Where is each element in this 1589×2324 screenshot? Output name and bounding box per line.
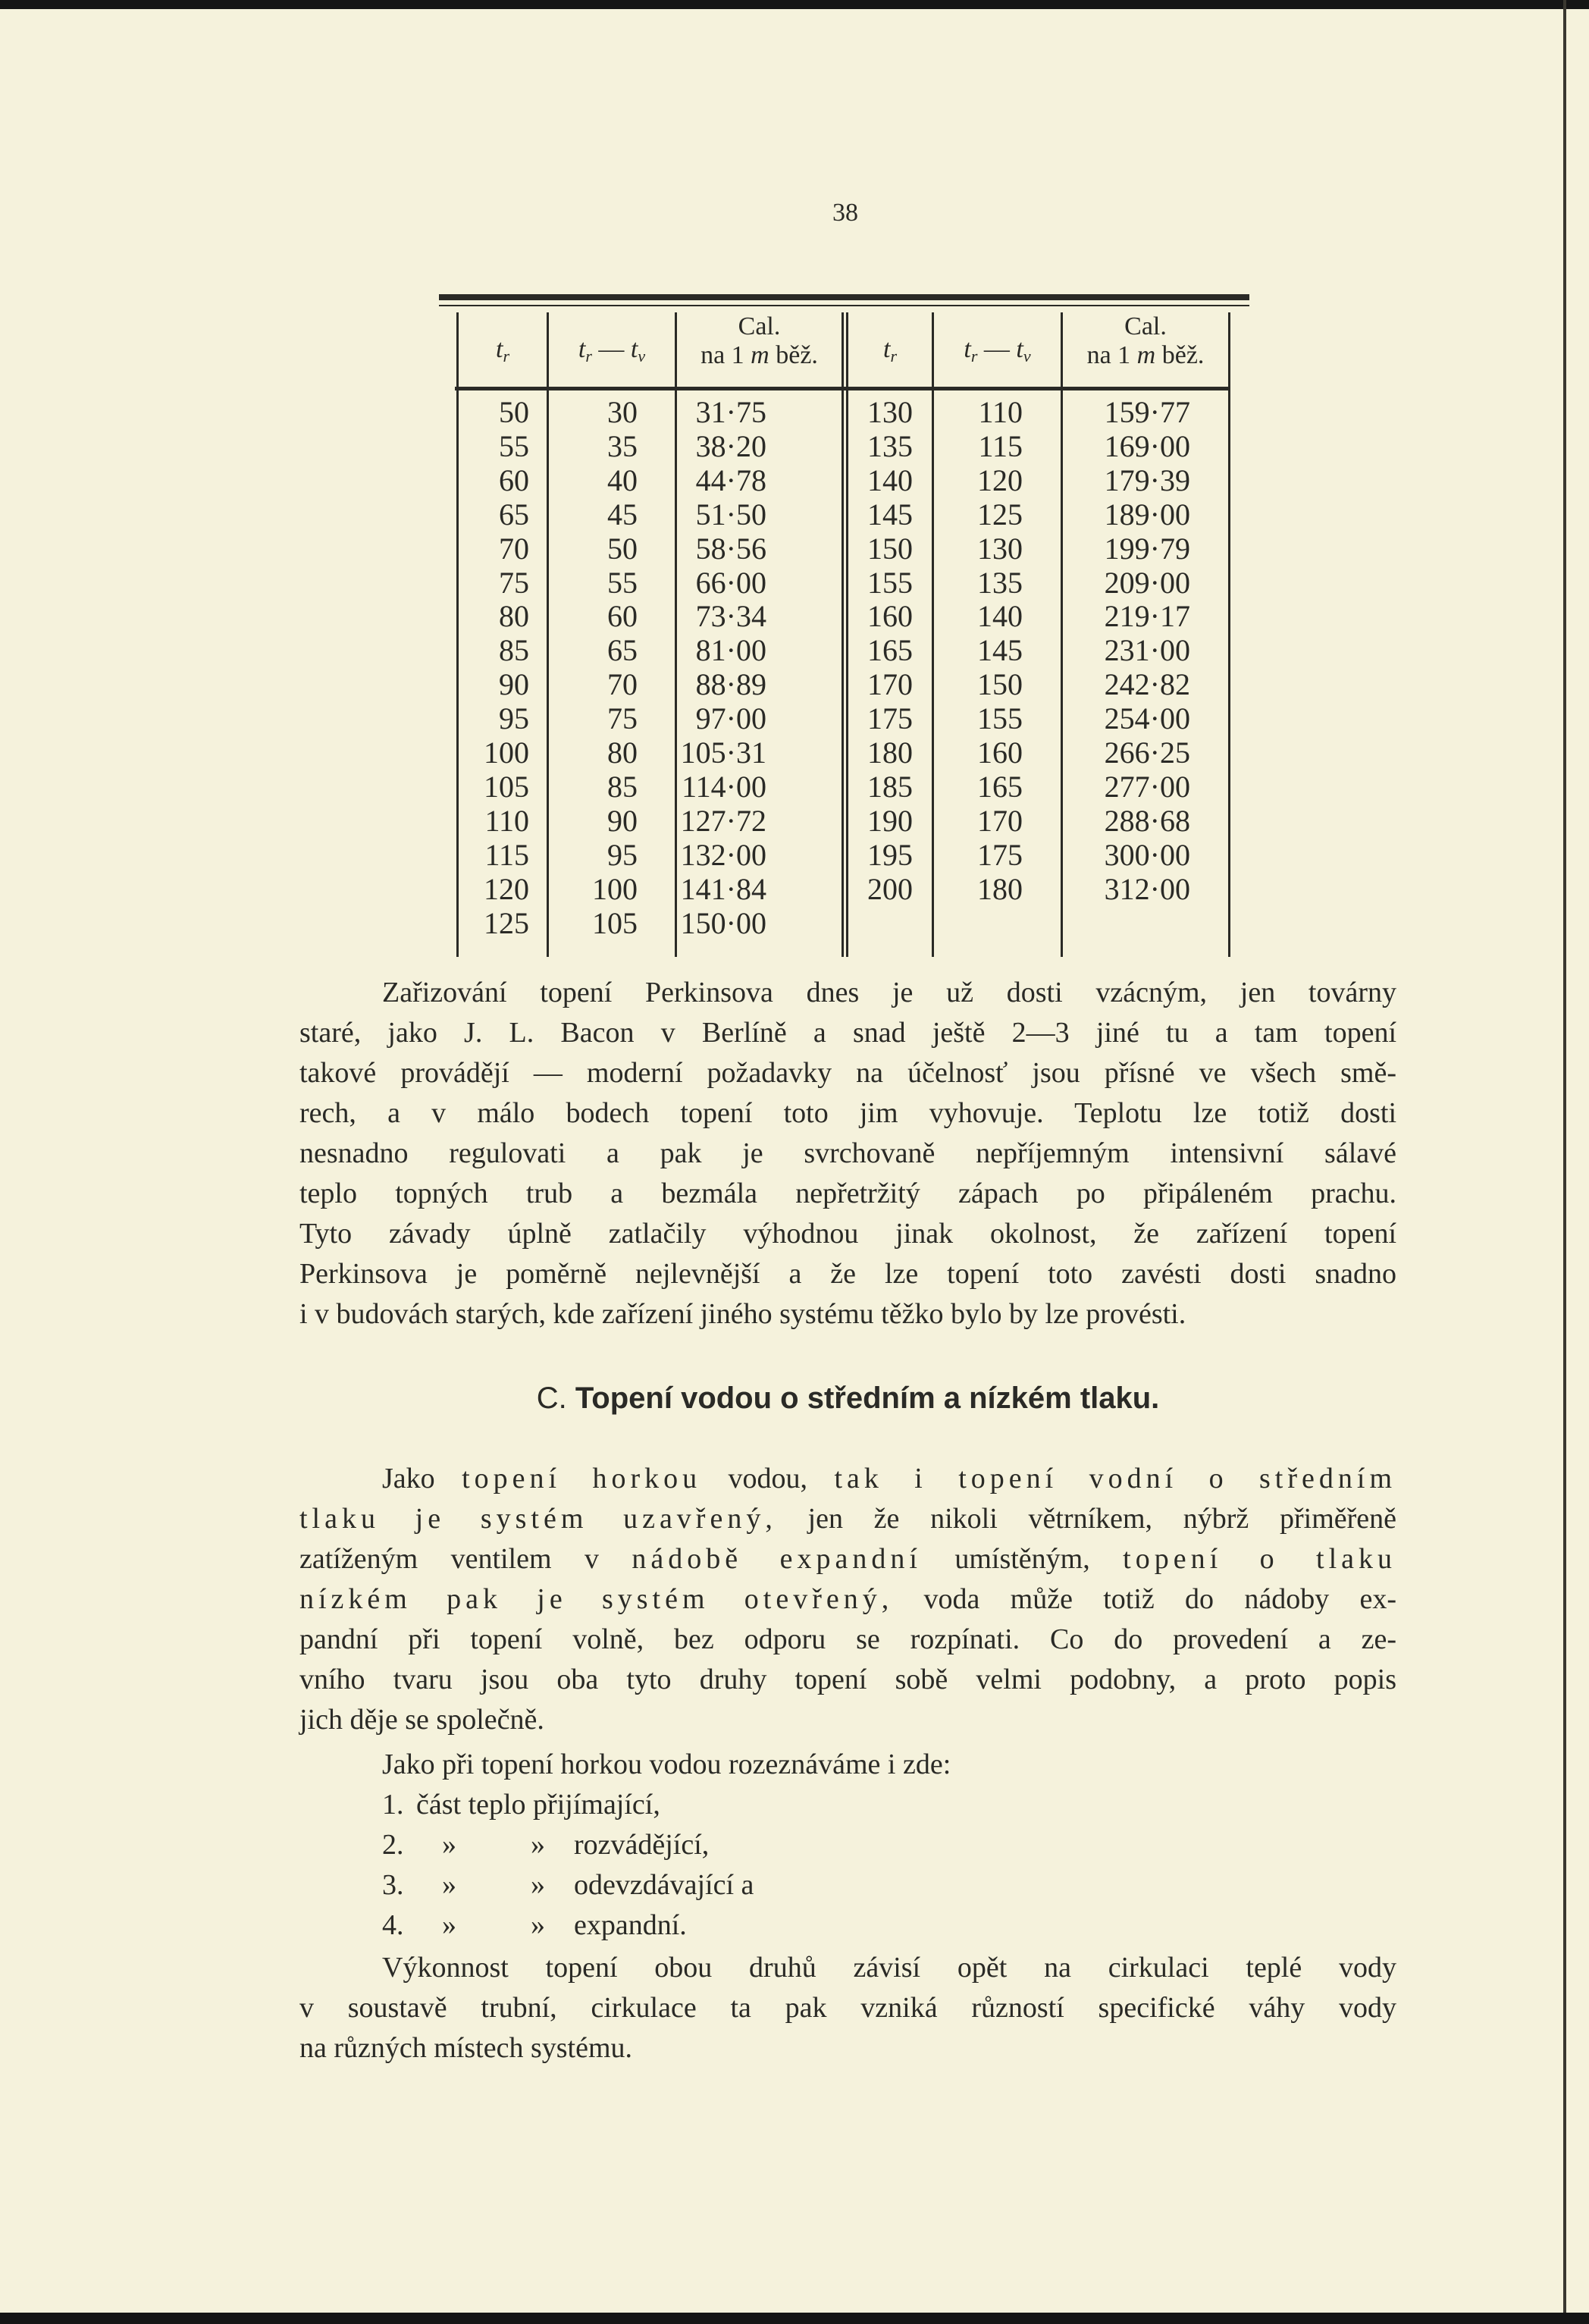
header-tr: $t_r$ xyxy=(882,335,897,365)
list-text: odevzdávající a xyxy=(574,1869,754,1901)
cell-tr-minus-tv: 170 xyxy=(977,803,1023,838)
list-text: část teplo přijímající, xyxy=(416,1789,660,1821)
text-line xyxy=(382,973,1396,1013)
text-segment: staré, jako J. L. Bacon v Berlíně a snad ještě 2—3 jiné tu a tam topení xyxy=(299,1017,1396,1049)
cell-cal: 58·56 xyxy=(695,531,766,566)
cell-tr: 100 xyxy=(484,735,529,770)
list-item xyxy=(382,1785,1292,1825)
text-line xyxy=(299,1700,1396,1740)
text-line xyxy=(382,1459,1396,1499)
list-number: 3. xyxy=(382,1869,404,1901)
cell-tr-minus-tv: 110 xyxy=(978,395,1023,429)
text-segment: Tyto závady úplně zatlačily výhodnou jinak okolnost, že zařízení topení xyxy=(299,1218,1396,1250)
scan-binding-edge xyxy=(1563,0,1566,2313)
cell-tr-minus-tv: 80 xyxy=(607,735,638,770)
text-line xyxy=(299,1053,1396,1093)
cell-tr: 115 xyxy=(484,837,529,872)
cell-tr: 65 xyxy=(499,497,529,532)
section-heading xyxy=(299,1382,1396,1416)
cell-cal: 219·17 xyxy=(1104,599,1190,634)
text-line xyxy=(299,1214,1396,1254)
cell-cal: 114·00 xyxy=(682,769,766,804)
cell-cal: 141·84 xyxy=(680,871,766,906)
scan-border-top xyxy=(0,0,1589,9)
cell-tr: 190 xyxy=(867,803,913,838)
cell-cal: 288·68 xyxy=(1104,803,1190,838)
list-number: 1. xyxy=(382,1789,404,1821)
cell-tr: 80 xyxy=(499,599,529,634)
text-segment: nesnadno regulovati a pak je svrchovaně nepříjemným intensivní sálavé xyxy=(299,1137,1396,1169)
cell-cal: 38·20 xyxy=(695,428,766,463)
cell-cal: 81·00 xyxy=(695,633,766,668)
cell-cal: 73·34 xyxy=(695,599,766,634)
cell-tr-minus-tv: 30 xyxy=(607,395,638,429)
cell-tr-minus-tv: 140 xyxy=(977,599,1023,634)
cell-tr: 130 xyxy=(867,395,913,429)
text-segment: vodou, xyxy=(701,1463,835,1494)
header-cal: Cal. na 1 m běž. xyxy=(1086,312,1205,369)
list-number: 2. xyxy=(382,1829,404,1861)
cell-tr: 70 xyxy=(499,531,529,566)
cell-tr-minus-tv: 95 xyxy=(607,837,638,872)
ditto-mark: » xyxy=(531,1909,545,1941)
ditto-mark: » xyxy=(442,1829,456,1861)
text-segment: rech, a v málo bodech topení toto jim vyhovuje. Teplotu lze totiž dosti xyxy=(299,1097,1396,1129)
cell-tr-minus-tv: 160 xyxy=(977,735,1023,770)
cell-cal: 266·25 xyxy=(1104,735,1190,770)
spaced-emphasis: nádobě expandní xyxy=(632,1543,922,1575)
cell-tr-minus-tv: 90 xyxy=(607,803,638,838)
text-segment: Zařizování topení Perkinsova dnes je už dosti vzácným, jen továrny xyxy=(382,977,1396,1008)
cell-cal: 66·00 xyxy=(695,565,766,600)
cell-tr: 105 xyxy=(484,769,529,804)
text-line xyxy=(299,1174,1396,1214)
cell-tr-minus-tv: 180 xyxy=(977,871,1023,906)
cell-cal: 209·00 xyxy=(1104,565,1190,600)
cell-tr-minus-tv: 115 xyxy=(978,428,1023,463)
scan-border-bottom xyxy=(0,2313,1589,2324)
text-line xyxy=(299,1294,1396,1334)
cell-cal: 199·79 xyxy=(1104,531,1190,566)
text-segment: Výkonnost topení obou druhů závisí opět na cirkulaci teplé vody xyxy=(382,1952,1396,1984)
text-segment: zatíženým ventilem v xyxy=(299,1543,632,1575)
cell-cal: 189·00 xyxy=(1104,497,1190,532)
cell-cal: 231·00 xyxy=(1104,633,1190,668)
header-tr-minus-tv: $t_r$ — $t_v$ xyxy=(964,335,1031,365)
text-segment: umístěným, xyxy=(921,1543,1124,1575)
text-segment: jich děje se společně. xyxy=(299,1704,544,1736)
table-top-rule xyxy=(439,294,1249,300)
cell-cal: 254·00 xyxy=(1104,701,1190,736)
list-text: rozvádějící, xyxy=(574,1829,710,1861)
text-segment: teplo topných trub a bezmála nepřetržitý zápach po připáleném prachu. xyxy=(299,1178,1396,1209)
cell-tr-minus-tv: 120 xyxy=(977,463,1023,497)
cell-tr: 200 xyxy=(867,871,913,906)
text-segment: i v budovách starých, kde zařízení jiného systému těžko bylo by lze provésti. xyxy=(299,1298,1186,1330)
cell-tr: 170 xyxy=(867,667,913,702)
header-tr: $t_r$ xyxy=(495,335,509,365)
text-segment: takové provádějí — moderní požadavky na účelnosť jsou přísné ve všech smě- xyxy=(299,1057,1396,1089)
header-cal: Cal. na 1 m běž. xyxy=(700,312,818,369)
cell-cal: 159·77 xyxy=(1104,395,1190,429)
cell-cal: 150·00 xyxy=(680,905,766,940)
cell-tr: 145 xyxy=(867,497,913,532)
cell-tr-minus-tv: 155 xyxy=(977,701,1023,736)
text-segment: Perkinsova je poměrně nejlevnější a že lze topení toto zavésti dosti snadno xyxy=(299,1258,1396,1290)
cell-tr: 180 xyxy=(867,735,913,770)
text-line xyxy=(299,1660,1396,1700)
list-number: 4. xyxy=(382,1909,404,1941)
header-tr-minus-tv: $t_r$ — $t_v$ xyxy=(578,335,646,365)
cell-tr: 155 xyxy=(867,565,913,600)
spaced-emphasis: tak i topení vodní o středním xyxy=(834,1463,1397,1494)
spaced-emphasis: topení o tlaku xyxy=(1123,1543,1396,1575)
cell-cal: 31·75 xyxy=(695,395,766,429)
cell-tr: 165 xyxy=(867,633,913,668)
cell-tr: 95 xyxy=(499,701,529,736)
cell-cal: 277·00 xyxy=(1104,769,1190,804)
cell-tr: 135 xyxy=(867,428,913,463)
cell-tr-minus-tv: 175 xyxy=(977,837,1023,872)
cell-cal: 169·00 xyxy=(1104,428,1190,463)
text-line xyxy=(299,1013,1396,1053)
cell-tr: 175 xyxy=(867,701,913,736)
ditto-mark: » xyxy=(531,1869,545,1901)
cell-tr: 110 xyxy=(484,803,529,838)
cell-tr-minus-tv: 75 xyxy=(607,701,638,736)
ditto-mark: » xyxy=(442,1869,456,1901)
text-segment: na různých místech systému. xyxy=(299,2032,633,2064)
cell-tr-minus-tv: 105 xyxy=(592,905,638,940)
text-segment: vního tvaru jsou oba tyto druhy topení sobě velmi podobny, a proto popis xyxy=(299,1664,1396,1695)
list-item xyxy=(382,1905,1292,1946)
text-line xyxy=(299,2028,1396,2068)
text-segment: jen že nikoli větrníkem, nýbrž přiměřeně xyxy=(776,1503,1397,1535)
ditto-mark: » xyxy=(531,1829,545,1861)
cell-tr-minus-tv: 165 xyxy=(977,769,1023,804)
list-item xyxy=(382,1825,1292,1865)
text-segment: voda může totiž do nádoby ex- xyxy=(893,1583,1396,1615)
text-line xyxy=(299,1134,1396,1174)
table-top-thin-rule xyxy=(439,305,1249,306)
cell-tr: 195 xyxy=(867,837,913,872)
cell-tr-minus-tv: 65 xyxy=(607,633,638,668)
cell-tr: 125 xyxy=(484,905,529,940)
cell-tr-minus-tv: 135 xyxy=(977,565,1023,600)
cell-cal: 242·82 xyxy=(1104,667,1190,702)
cell-tr-minus-tv: 55 xyxy=(607,565,638,600)
cell-tr: 50 xyxy=(499,395,529,429)
cell-cal: 97·00 xyxy=(695,701,766,736)
cell-cal: 127·72 xyxy=(680,803,766,838)
cell-tr-minus-tv: 125 xyxy=(977,497,1023,532)
text-line xyxy=(299,1254,1396,1294)
cell-tr: 60 xyxy=(499,463,529,497)
cell-tr: 150 xyxy=(867,531,913,566)
section-title: Topení vodou o středním a nízkém tlaku. xyxy=(575,1382,1160,1415)
cell-tr: 120 xyxy=(484,871,529,906)
cell-tr: 160 xyxy=(867,599,913,634)
cell-tr-minus-tv: 60 xyxy=(607,599,638,634)
cell-cal: 44·78 xyxy=(695,463,766,497)
text-line xyxy=(299,1093,1396,1134)
cell-tr-minus-tv: 150 xyxy=(977,667,1023,702)
cell-tr: 75 xyxy=(499,565,529,600)
cell-tr-minus-tv: 145 xyxy=(977,633,1023,668)
cell-tr-minus-tv: 100 xyxy=(592,871,638,906)
cell-cal: 88·89 xyxy=(695,667,766,702)
cell-tr: 55 xyxy=(499,428,529,463)
text-line xyxy=(299,1620,1396,1660)
text-line xyxy=(299,1499,1396,1539)
cell-tr-minus-tv: 35 xyxy=(607,428,638,463)
cell-tr-minus-tv: 130 xyxy=(977,531,1023,566)
cell-cal: 105·31 xyxy=(680,735,766,770)
cell-cal: 132·00 xyxy=(680,837,766,872)
text-line xyxy=(299,1579,1396,1620)
page-number: 38 xyxy=(832,199,858,227)
spaced-emphasis: tlaku je systém uzavřený, xyxy=(299,1503,777,1535)
cell-tr: 185 xyxy=(867,769,913,804)
cell-tr-minus-tv: 45 xyxy=(607,497,638,532)
cell-tr-minus-tv: 70 xyxy=(607,667,638,702)
list-text: expandní. xyxy=(574,1909,687,1941)
cell-tr-minus-tv: 50 xyxy=(607,531,638,566)
column-divider xyxy=(1061,312,1063,957)
cell-cal: 179·39 xyxy=(1104,463,1190,497)
cell-tr-minus-tv: 40 xyxy=(607,463,638,497)
text-segment: pandní při topení volně, bez odporu se rozpínati. Co do provedení a ze- xyxy=(299,1623,1396,1655)
text-line xyxy=(299,1539,1396,1579)
cell-cal: 300·00 xyxy=(1104,837,1190,872)
cell-cal: 312·00 xyxy=(1104,871,1190,906)
ditto-mark: » xyxy=(442,1909,456,1941)
list-intro: Jako při topení horkou vodou rozeznáváme i zde: xyxy=(382,1748,951,1780)
column-divider xyxy=(1228,312,1230,957)
cell-tr: 85 xyxy=(499,633,529,668)
spaced-emphasis: nízkém pak je systém otevřený, xyxy=(299,1583,894,1615)
cell-tr-minus-tv: 85 xyxy=(607,769,638,804)
cell-cal: 51·50 xyxy=(695,497,766,532)
text-line xyxy=(382,1948,1396,1988)
text-segment: Jako xyxy=(382,1463,462,1494)
section-letter: C. xyxy=(536,1382,567,1415)
spaced-emphasis: topení horkou xyxy=(462,1463,702,1494)
cell-tr: 140 xyxy=(867,463,913,497)
text-line xyxy=(299,1988,1396,2028)
text-segment: v soustavě trubní, cirkulace ta pak vzniká růzností specifické váhy vody xyxy=(299,1992,1396,2024)
cell-tr: 90 xyxy=(499,667,529,702)
list-item xyxy=(382,1865,1292,1905)
